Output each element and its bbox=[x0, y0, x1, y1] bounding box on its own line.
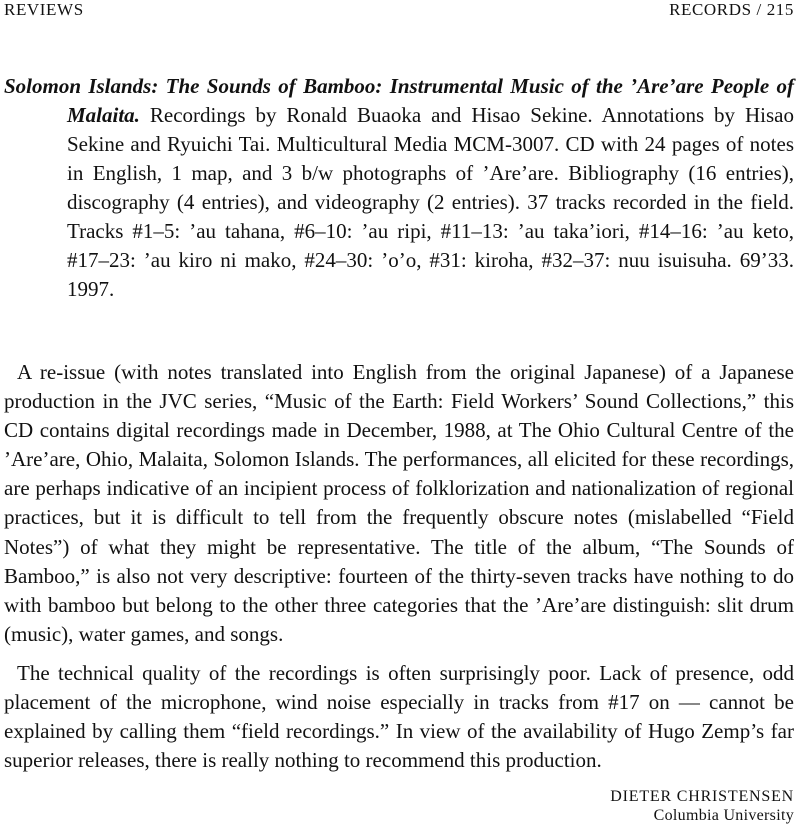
reviewer-signature bbox=[610, 787, 794, 825]
record-details: Recordings by Ronald Buaoka and Hisao Sekine. Annotations by Hisao Sekine and Ryuichi Tai. Multicultural Media MCM-3007. CD with 24 pages of notes in English, 1 map, and 3 b/w photographs of ’Are’are. Bibliography (16 entries), discography (4 entries), and videography (2 entries). 37 tracks recorded in the field. Tracks #1–5: ’au tahana, #6–10: ’au ripi, #11–13: ’au taka’iori, #14–16: ’au keto, #17–23: ’au kiro ni mako, #24–30: ’o’o, #31: kiroha, #32–37: nuu isuisuha. 69’33. 1997. bbox=[67, 103, 794, 301]
running-head bbox=[0, 0, 800, 20]
review-paragraph-1: A re-issue (with notes translated into English from the original Japanese) of a Japanese production in the JVC series, “Music of the Earth: Field Workers’ Sound Collections,” this CD contains digital recordings made in December, 1988, at The Ohio Cultural Centre of the ’Are’are, Ohio, Malaita, Solomon Islands. The performances, all elicited for these recordings, are perhaps indicative of an incipient process of folklorization and nationalization of regional practices, but it is difficult to tell from the frequently obscure notes (mislabelled “Field Notes”) of what they might be representative. The title of the album, “The Sounds of Bamboo,” is also not very descriptive: fourteen of the thirty-seven tracks have nothing to do with bamboo but belong to the other three categories that the ’Are’are distinguish: slit drum (music), water games, and songs. bbox=[4, 360, 794, 646]
review-paragraph-2: The technical quality of the recordings is often surprisingly poor. Lack of presence, odd placement of the microphone, wind noise especially in tracks from #17 on — cannot be explained by calling them “field recordings.” In view of the availability of Hugo Zemp’s far superior releases, there is really nothing to recommend this production. bbox=[4, 661, 794, 773]
reviewer-name: DIETER CHRISTENSEN bbox=[610, 788, 794, 805]
running-head-section: REVIEWS bbox=[4, 0, 84, 19]
running-head-page: RECORDS / 215 bbox=[669, 0, 794, 19]
reviewer-affiliation: Columbia University bbox=[653, 807, 794, 824]
record-citation bbox=[4, 72, 794, 304]
record-title: Solomon Islands: The Sounds of Bamboo: Instrumental Music of the ’Are’are People of Malaita. bbox=[4, 74, 794, 127]
